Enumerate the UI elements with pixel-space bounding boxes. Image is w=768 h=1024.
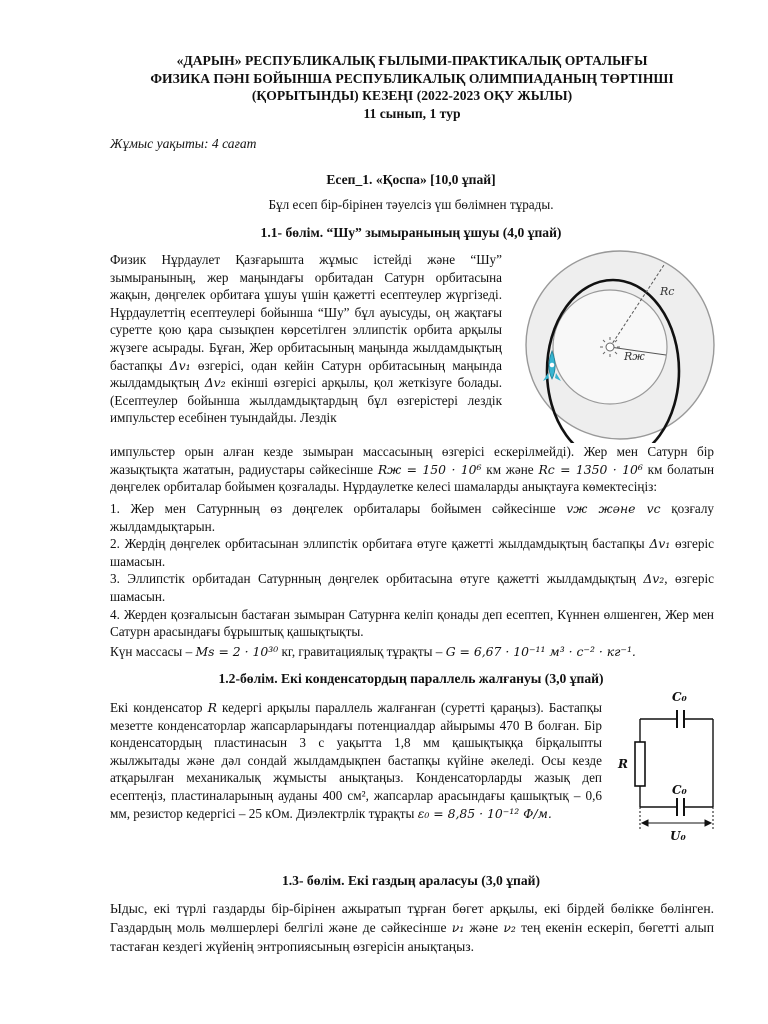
header-line-2: ФИЗИКА ПӘНІ БОЙЫНША РЕСПУБЛИКАЛЫҚ ОЛИМПИАДАНЫҢ ТӨРТІНШІ — [150, 70, 674, 86]
work-time: Жұмыс уақыты: 4 сағат — [110, 136, 257, 151]
header-line-3: (ҚОРЫТЫНДЫ) КЕЗЕҢІ (2022-2023 ОҚУ ЖЫЛЫ) — [251, 88, 573, 103]
part1-lead-text-2: өзгерісі, одан кейін Сатурн орбитасының маңында жылдамдықтың — [110, 357, 503, 391]
part1-lead-text: Физик Нұрдаулет Қазғарышта жұмыс істейді және “Шу” зымыранының, жер маңындағы орбитадан Сатурн орбитасына жақын, дөңгелек орбитаға ұшуы үшін қажетті есептеулер жүргізеді. Нұрдаулеттің есептеулері бойынша “Шу” бұл ауысуды, оң жақтағы суретте қою қара сызықпен көрсетілген эллипстік орбита арқылы жүзеге асырады. Бұған, Жер орбитасының маңында жылдамдықтың бастапқы — [110, 252, 502, 373]
header-line-4: 11 сынып, 1 тур — [363, 105, 461, 121]
part2-text: Екі конденсатор — [110, 700, 203, 715]
sun-icon — [600, 337, 620, 357]
sun-mass-label: Күн массасы – — [110, 644, 193, 659]
capacitor-top-icon — [677, 710, 684, 728]
list-item: 1. Жер мен Сатурнның өз дөңгелек орбиталары бойымен сәйкесінше vж және vс қозғалу жылдамдықтарын. — [110, 501, 715, 534]
problem-intro: Бұл есеп бір-бірінен тәуелсіз үш бөлімнен тұрады. — [268, 197, 554, 212]
list-item: 3. Эллипстік орбитадан Сатурнның дөңгелек орбитасына өтуге қажетті жылдамдықтың Δv₂, өзгеріс шамасын. — [110, 571, 714, 604]
grav-const-value: G = 6,67 · 10⁻¹¹ м³ · с⁻² · кг⁻¹. — [445, 644, 636, 659]
fig-label-c0-bottom: C₀ — [672, 783, 687, 797]
part3-title: 1.3- бөлім. Екі газдың араласуы (3,0 ұпай) — [281, 873, 540, 888]
fig-label-r: R — [618, 757, 628, 771]
part2-paragraph — [110, 699, 602, 822]
r-symbol: R — [207, 700, 217, 715]
fig-label-u0: U₀ — [670, 829, 686, 843]
orbit-diagram — [522, 247, 717, 443]
part1-title: 1.1- бөлім. “Шу” зымыранының ұшуы (4,0 ұпай) — [260, 225, 562, 240]
part3-text: Ыдыс, екі түрлі газдарды бір-бірінен ажыратып тұрған бөгет арқылы, екі бірдей бөлікке бөлінген. Газдардың моль мөлшерлері белгілі және де сәйкесінше — [110, 901, 714, 935]
dv1-symbol: Δv₁ — [169, 357, 191, 373]
part1-lead-paragraph — [110, 251, 502, 427]
grav-const-label: кг, гравитациялық тұрақты – — [281, 644, 443, 659]
nu2-symbol: ν₂ — [503, 920, 516, 935]
part1-cont-text-2: км болатын дөңгелек орбиталар бойымен қозғалады. Нұрдаулетке келесі шамаларды анықтауға көмектесіңіз: — [110, 461, 715, 495]
sun-mass-value: Ms = 2 · 10³⁰ — [195, 644, 279, 659]
rc-value: Rс = 1350 · 10⁶ — [538, 461, 643, 477]
part3-paragraph — [110, 899, 714, 956]
circuit-diagram — [612, 684, 722, 844]
eps-value: ε₀ = 8,85 · 10⁻¹² Ф/м. — [417, 805, 552, 821]
document-header — [60, 52, 764, 122]
part2-text-2: кедергі арқылы параллель жалғанған (суретті қараңыз). Бастапқы мезетте конденсаторлар жапсарларындағы потенциалдар айырымы 470 В болған. Бір конденсатордың пластинасын 3 с уақытта 1,8 мм қашықтыққа бірқалыпты жылжытады және дәл сондай жылдамдықпен бастапқы күйіне әкеледі. Осы кезде атқарылған механикалық жұмысты анықтаңыз. Конденсаторларды жазық деп есептеңіз, пластиналарының ауданы 400 см², жапсарлар арасындағы қашықтық – 0,6 мм, резистор кедергісі – 25 кОм. Диэлектрлік тұрақты — [110, 700, 603, 821]
km-and-text: км және — [486, 461, 534, 477]
fig-label-rc: Rс — [660, 285, 675, 298]
part1-lead-text-3: екінші өзгерісі арқылы, қол жеткізуге болады. (Есептеулер бойынша жылдамдықтардың бұл өзгерістері лездік импульстер есебінен туындайды. Лездік — [110, 375, 503, 426]
part1-continued-paragraph — [110, 443, 714, 496]
problem-title: Есеп_1. «Қоспа» [10,0 ұпай] — [326, 172, 496, 187]
header-line-1: «ДАРЫН» РЕСПУБЛИКАЛЫҚ ҒЫЛЫМИ-ПРАКТИКАЛЫҚ ОРТАЛЫҒЫ — [176, 53, 648, 68]
part1-question-list — [110, 500, 714, 641]
fig-label-rz: Rж — [624, 350, 645, 363]
part1-cont-text: импульстер орын алған кезде зымыран массасының өзгерісі ескерілмейді). Жер мен Сатурн бір жазықтықта жататын, радиустары сәйкесінше — [110, 444, 714, 477]
capacitor-bottom-icon — [677, 798, 684, 816]
resistor-icon — [635, 742, 645, 786]
nu1-symbol: ν₁ — [451, 920, 465, 935]
part3-text-2: тең екенін ескеріп, бөгетті алып тастаған кездегі жүйенің энтропиясының өзгерісін анықтаңыз. — [110, 920, 714, 954]
list-item: 4. Жерден қозғалысын бастаған зымыран Сатурнға келіп қонады деп есептеп, Күннен өлшенген, Жер мен Сатурн арасындағы бұрыштық қашықтықты. — [110, 606, 714, 640]
dv2-symbol: Δv₂ — [204, 375, 226, 391]
fig-label-c0-top: C₀ — [672, 690, 687, 704]
part1-constants — [110, 643, 714, 661]
rz-value: Rж = 150 · 10⁶ — [377, 461, 482, 477]
part2-title: 1.2-бөлім. Екі конденсатордың параллель жалғануы (3,0 ұпай) — [218, 671, 604, 686]
and-text: және — [469, 920, 499, 935]
list-item: 2. Жердің дөңгелек орбитасынан эллипстік орбитаға өтуге қажетті жылдамдықтың бастапқы Δv₁ өзгеріс шамасын. — [110, 536, 714, 569]
